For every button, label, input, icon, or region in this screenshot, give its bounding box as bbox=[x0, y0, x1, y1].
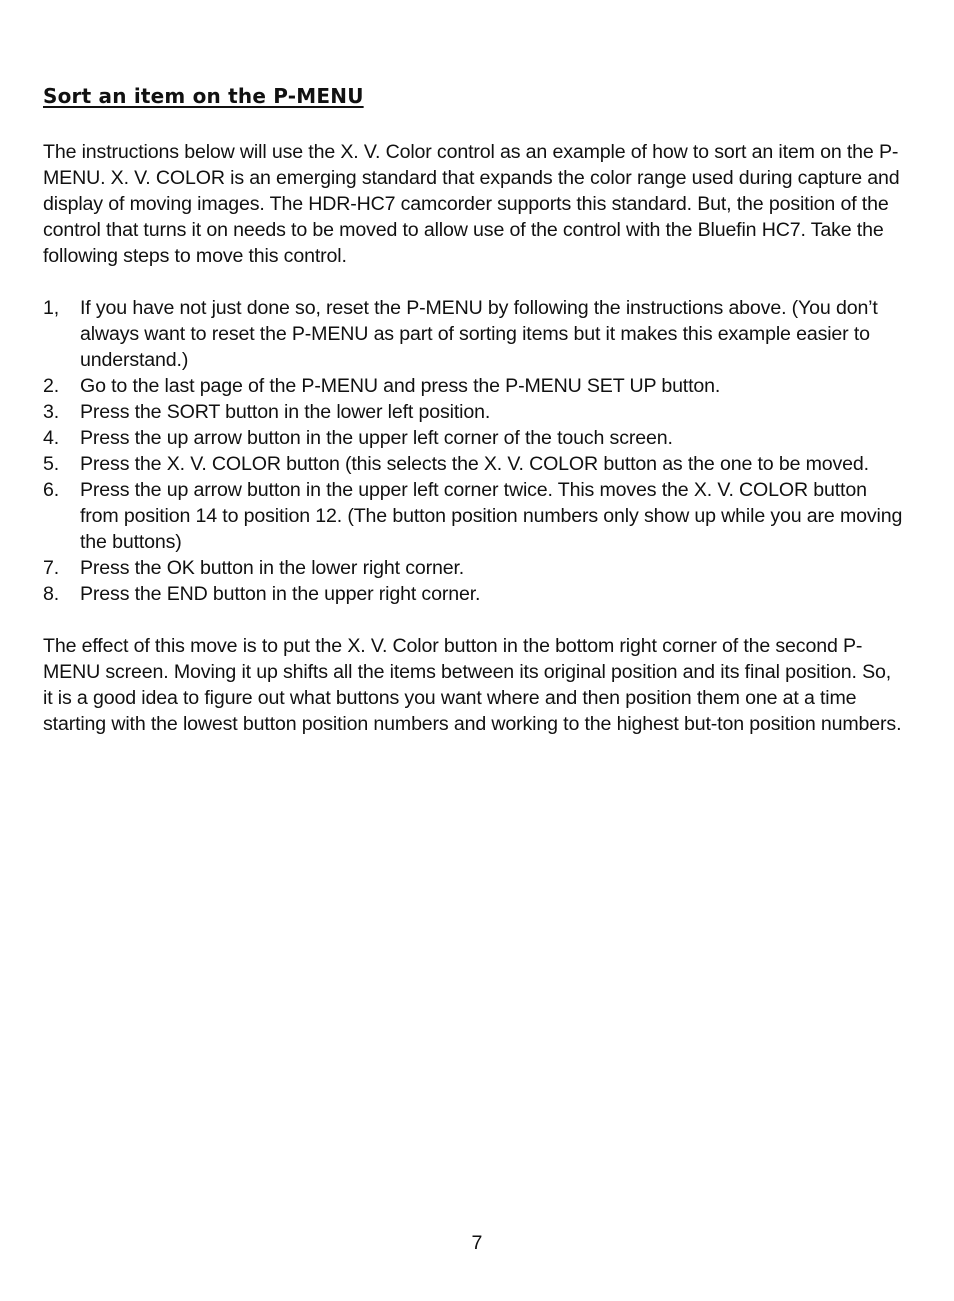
step-text: Go to the last page of the P-MENU and press the P-MENU SET UP button. bbox=[80, 375, 721, 397]
conclusion-paragraph: The effect of this move is to put the X. V. Color button in the bottom right corner of the second P-MENU screen. Moving it up shifts all the items between its original position and its final position. So, it is a good idea to figure out what buttons you want where and then position them one at a time starting with the lowest button position numbers and working to the highest but-ton position numbers. bbox=[43, 635, 902, 735]
step-text: Press the up arrow button in the upper left corner of the touch screen. bbox=[80, 427, 673, 449]
step-number: 4. bbox=[43, 427, 60, 449]
list-item bbox=[43, 425, 905, 451]
section-heading: Sort an item on the P-MENU bbox=[43, 84, 364, 108]
list-item bbox=[43, 581, 905, 607]
step-text: Press the up arrow button in the upper left corner twice. This moves the X. V. COLOR button from position 14 to position 12. (The button position numbers only show up while you are moving the buttons) bbox=[80, 479, 903, 553]
steps-list bbox=[43, 295, 905, 607]
step-text: Press the X. V. COLOR button (this selects the X. V. COLOR button as the one to be moved. bbox=[80, 453, 869, 475]
step-text: Press the SORT button in the lower left position. bbox=[80, 401, 491, 423]
step-number: 5. bbox=[43, 453, 60, 475]
step-number: 2. bbox=[43, 375, 60, 397]
list-item bbox=[43, 295, 905, 373]
step-text: If you have not just done so, reset the P-MENU by following the instructions above. (You don’t always want to reset the P-MENU as part of sorting items but it makes this example easier to understand.) bbox=[80, 297, 878, 371]
step-text: Press the END button in the upper right corner. bbox=[80, 583, 481, 605]
list-item bbox=[43, 451, 905, 477]
list-item bbox=[43, 555, 905, 581]
page-number: 7 bbox=[471, 1232, 483, 1254]
list-item bbox=[43, 477, 905, 555]
step-number: 7. bbox=[43, 557, 60, 579]
step-text: Press the OK button in the lower right corner. bbox=[80, 557, 465, 579]
step-number: 3. bbox=[43, 401, 60, 423]
step-number: 6. bbox=[43, 479, 60, 501]
intro-paragraph: The instructions below will use the X. V. Color control as an example of how to sort an item on the P-MENU. X. V. COLOR is an emerging standard that expands the color range used during capture and display of moving images. The HDR-HC7 camcorder supports this standard. But, the position of the control that turns it on needs to be moved to allow use of the control with the Bluefin HC7. Take the following steps to move this control. bbox=[43, 141, 900, 267]
step-number: 1, bbox=[43, 297, 60, 319]
list-item bbox=[43, 399, 905, 425]
step-number: 8. bbox=[43, 583, 60, 605]
document-page bbox=[43, 82, 905, 737]
list-item bbox=[43, 373, 905, 399]
